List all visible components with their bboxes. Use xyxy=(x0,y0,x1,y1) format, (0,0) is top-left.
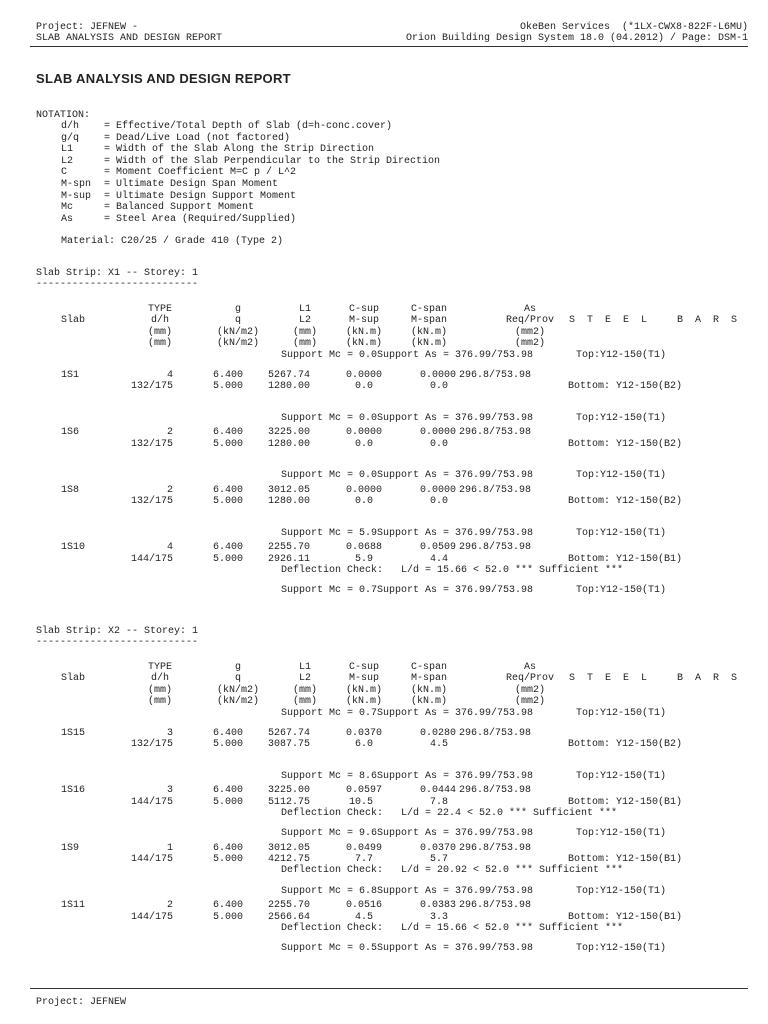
column-header-cspan: C-span xyxy=(410,662,448,673)
dead-load: 6.400 xyxy=(212,785,243,797)
report-name-line: SLAB ANALYSIS AND DESIGN REPORT xyxy=(36,33,223,44)
steel-area: 296.8/753.98 xyxy=(459,427,532,439)
span-l1: 5267.74 xyxy=(267,727,310,739)
span-l1: 3225.00 xyxy=(267,427,310,439)
column-header-l: (mm) xyxy=(292,684,318,696)
slab-type: 4 xyxy=(166,369,173,381)
slab-id: 1S16 xyxy=(61,785,86,797)
page-header-left xyxy=(36,22,222,44)
strip-title: Slab Strip: X1 -- Storey: 1 xyxy=(36,268,199,279)
top-bar-label: Top:Y12-150(T1) xyxy=(576,527,667,539)
live-load: 5.000 xyxy=(212,381,243,392)
notation-symbol: g/q xyxy=(61,132,80,144)
span-l1: 3225.00 xyxy=(267,785,310,797)
column-header-csup: M-sup xyxy=(348,315,380,327)
dead-load: 6.400 xyxy=(212,427,243,439)
m-span: 7.8 xyxy=(429,796,448,808)
strip-title-underline: --------------------------- xyxy=(36,279,199,290)
column-header-l: L1 xyxy=(298,304,312,315)
deflection-check: Deflection Check: L/d = 15.66 < 52.0 *** Sufficient *** xyxy=(281,922,624,934)
m-sup: 5.9 xyxy=(354,553,373,565)
span-l2: 3087.75 xyxy=(267,739,310,750)
slab-id: 1S9 xyxy=(61,842,80,854)
column-header-cspan: M-span xyxy=(410,315,448,327)
column-header-cspan: (kN.m) xyxy=(410,684,448,696)
m-sup: 4.5 xyxy=(354,911,373,923)
slab-id: 1S11 xyxy=(61,900,86,912)
strip-title: Slab Strip: X2 -- Storey: 1 xyxy=(36,626,199,637)
top-bar-label: Top:Y12-150(T1) xyxy=(576,770,667,782)
slab-id: 1S15 xyxy=(61,727,86,739)
notation-symbol: C xyxy=(61,167,68,179)
column-header-cspan: M-span xyxy=(410,673,448,685)
c-sup: 0.0370 xyxy=(345,727,382,739)
column-header-type: TYPE xyxy=(147,662,173,673)
notation-definition: = Dead/Live Load (not factored) xyxy=(104,132,291,144)
m-sup: 10.5 xyxy=(348,796,373,808)
page-header-right xyxy=(406,22,748,44)
column-header-type: (mm) xyxy=(147,696,173,708)
slab-depth: 144/175 xyxy=(130,911,173,923)
deflection-check: Deflection Check: L/d = 20.92 < 52.0 *** Sufficient *** xyxy=(281,865,624,877)
column-header-type: d/h xyxy=(150,315,170,327)
c-span: 0.0280 xyxy=(419,727,456,739)
live-load: 5.000 xyxy=(212,553,243,565)
column-header-as: (mm2) xyxy=(514,326,546,338)
slab-depth: 132/175 xyxy=(130,496,173,507)
m-sup: 0.0 xyxy=(354,496,373,507)
steel-area: 296.8/753.98 xyxy=(459,369,532,381)
column-header-type: (mm) xyxy=(147,326,173,338)
bottom-bar-label: Bottom: Y12-150(B2) xyxy=(568,438,683,450)
notation-definition: = Ultimate Design Support Moment xyxy=(104,190,297,202)
m-sup: 0.0 xyxy=(354,438,373,450)
software-page-line: Orion Building Design System 18.0 (04.2012) / Page: DSM-1 xyxy=(405,33,748,44)
steel-area: 296.8/753.98 xyxy=(459,484,532,496)
steel-area: 296.8/753.98 xyxy=(459,900,532,912)
m-sup: 7.7 xyxy=(354,854,373,865)
steel-area: 296.8/753.98 xyxy=(459,542,532,554)
support-line: Support Mc = 0.0Support As = 376.99/753.98 xyxy=(281,349,534,361)
column-header-as: As xyxy=(523,662,537,673)
top-bar-label: Top:Y12-150(T1) xyxy=(576,470,667,481)
column-header-l: (mm) xyxy=(292,696,318,708)
column-header-gq: g xyxy=(234,662,242,673)
column-header-csup: M-sup xyxy=(348,673,380,685)
steel-area: 296.8/753.98 xyxy=(459,842,532,854)
column-header-csup: (kN.m) xyxy=(345,326,383,338)
support-line: Support Mc = 8.6Support As = 376.99/753.98 xyxy=(281,770,534,782)
live-load: 5.000 xyxy=(212,796,243,808)
top-bar-label: Top:Y12-150(T1) xyxy=(576,885,667,897)
bottom-bar-label: Bottom: Y12-150(B2) xyxy=(568,496,683,507)
column-header-gq: (kN/m2) xyxy=(216,684,260,696)
support-line: Support Mc = 5.9Support As = 376.99/753.98 xyxy=(281,527,534,539)
column-header-cspan: (kN.m) xyxy=(410,326,448,338)
m-span: 3.3 xyxy=(429,911,448,923)
span-l1: 3012.05 xyxy=(267,842,310,854)
column-header-as: Req/Prov xyxy=(505,673,555,685)
notation-symbol: L1 xyxy=(61,144,74,156)
strip-title-underline: --------------------------- xyxy=(36,637,199,648)
slab-depth: 132/175 xyxy=(130,739,173,750)
footer-divider xyxy=(30,988,748,989)
dead-load: 6.400 xyxy=(212,900,243,912)
column-header-l: (mm) xyxy=(292,326,318,338)
top-bar-label: Top:Y12-150(T1) xyxy=(576,585,667,596)
notation-symbol: Mc xyxy=(61,202,74,214)
c-sup: 0.0688 xyxy=(345,542,382,554)
live-load: 5.000 xyxy=(212,496,243,507)
span-l2: 1280.00 xyxy=(267,438,310,450)
top-bar-label: Top:Y12-150(T1) xyxy=(576,943,667,954)
c-sup: 0.0000 xyxy=(345,484,382,496)
slab-id: 1S1 xyxy=(61,369,80,381)
m-span: 0.0 xyxy=(429,438,448,450)
column-header-l: (mm) xyxy=(292,338,318,350)
m-span: 5.7 xyxy=(429,854,448,865)
support-line: Support Mc = 0.0Support As = 376.99/753.98 xyxy=(281,412,534,424)
notation-definition: = Ultimate Design Span Moment xyxy=(104,179,279,190)
notation-definition: = Width of the Slab Perpendicular to the Strip Direction xyxy=(104,155,441,167)
notation-heading: NOTATION: xyxy=(36,110,91,121)
span-l1: 3012.05 xyxy=(267,484,310,496)
column-header-as: Req/Prov xyxy=(505,315,555,327)
dead-load: 6.400 xyxy=(212,727,243,739)
slab-id: 1S6 xyxy=(61,427,80,439)
slab-depth: 144/175 xyxy=(130,796,173,808)
column-header-as: As xyxy=(523,304,537,315)
slab-depth: 132/175 xyxy=(130,438,173,450)
notation-definition: = Effective/Total Depth of Slab (d=h-conc.cover) xyxy=(104,121,393,132)
span-l2: 5112.75 xyxy=(267,796,310,808)
column-header-steel-bars: S T E E L B A R S xyxy=(569,315,738,327)
c-sup: 0.0499 xyxy=(345,842,382,854)
top-bar-label: Top:Y12-150(T1) xyxy=(576,349,667,361)
support-line: Support Mc = 0.5Support As = 376.99/753.98 xyxy=(281,943,534,954)
support-line: Support Mc = 6.8Support As = 376.99/753.98 xyxy=(281,885,534,897)
notation-definition: = Moment Coefficient M=C p / L^2 xyxy=(104,167,297,179)
column-header-csup: C-sup xyxy=(348,304,380,315)
slab-id: 1S8 xyxy=(61,484,80,496)
support-line: Support Mc = 9.6Support As = 376.99/753.98 xyxy=(281,828,534,839)
report-title: SLAB ANALYSIS AND DESIGN REPORT xyxy=(36,71,291,86)
slab-type: 2 xyxy=(166,427,173,439)
live-load: 5.000 xyxy=(212,854,243,865)
page-footer: Project: JEFNEW xyxy=(36,997,127,1008)
column-header-gq: q xyxy=(234,673,242,685)
m-span: 4.4 xyxy=(429,553,448,565)
m-span: 0.0 xyxy=(429,381,448,392)
span-l2: 2926.11 xyxy=(267,553,310,565)
column-header-type: d/h xyxy=(150,673,170,685)
column-header-type: TYPE xyxy=(147,304,173,315)
c-sup: 0.0597 xyxy=(345,785,382,797)
deflection-check: Deflection Check: L/d = 15.66 < 52.0 *** Sufficient *** xyxy=(281,564,624,576)
c-span: 0.0370 xyxy=(419,842,456,854)
column-header-gq: q xyxy=(234,315,242,327)
column-header-gq: (kN/m2) xyxy=(216,696,260,708)
column-header-csup: (kN.m) xyxy=(345,338,383,350)
column-header-as: (mm2) xyxy=(514,696,546,708)
slab-depth: 144/175 xyxy=(130,553,173,565)
support-line: Support Mc = 0.7Support As = 376.99/753.98 xyxy=(281,707,534,719)
steel-area: 296.8/753.98 xyxy=(459,727,532,739)
span-l2: 4212.75 xyxy=(267,854,310,865)
c-sup: 0.0000 xyxy=(345,427,382,439)
notation-symbol: As xyxy=(61,213,74,225)
m-span: 4.5 xyxy=(429,739,448,750)
header-divider xyxy=(30,46,748,47)
dead-load: 6.400 xyxy=(212,542,243,554)
bottom-bar-label: Bottom: Y12-150(B2) xyxy=(568,381,683,392)
span-l2: 2566.64 xyxy=(267,911,310,923)
live-load: 5.000 xyxy=(212,438,243,450)
support-line: Support Mc = 0.7Support As = 376.99/753.98 xyxy=(281,585,534,596)
slab-type: 3 xyxy=(166,785,173,797)
notation-symbol: L2 xyxy=(61,155,74,167)
notation-symbol: d/h xyxy=(61,121,80,132)
m-sup: 6.0 xyxy=(354,739,373,750)
column-header-cspan: C-span xyxy=(410,304,448,315)
top-bar-label: Top:Y12-150(T1) xyxy=(576,828,667,839)
dead-load: 6.400 xyxy=(212,842,243,854)
column-header-csup: (kN.m) xyxy=(345,696,383,708)
c-span: 0.0000 xyxy=(419,427,456,439)
column-header-steel-bars: S T E E L B A R S xyxy=(569,673,738,685)
slab-depth: 132/175 xyxy=(130,381,173,392)
deflection-check: Deflection Check: L/d = 22.4 < 52.0 *** Sufficient *** xyxy=(281,807,618,819)
slab-type: 2 xyxy=(166,900,173,912)
m-sup: 0.0 xyxy=(354,381,373,392)
notation-symbol: M-sup xyxy=(61,190,92,202)
dead-load: 6.400 xyxy=(212,484,243,496)
column-header-csup: C-sup xyxy=(348,662,380,673)
slab-depth: 144/175 xyxy=(130,854,173,865)
bottom-bar-label: Bottom: Y12-150(B1) xyxy=(568,553,683,565)
project-line: Project: JEFNEW - xyxy=(36,22,139,33)
dead-load: 6.400 xyxy=(212,369,243,381)
span-l1: 5267.74 xyxy=(267,369,310,381)
company-line: OkeBen Services (*1LX-CWX8-822F-L6MU) xyxy=(519,22,748,33)
bottom-bar-label: Bottom: Y12-150(B1) xyxy=(568,911,683,923)
c-span: 0.0000 xyxy=(419,369,456,381)
notation-definition: = Steel Area (Required/Supplied) xyxy=(104,213,297,225)
slab-type: 3 xyxy=(166,727,173,739)
notation-definition: = Balanced Support Moment xyxy=(104,202,255,214)
column-header-gq: (kN/m2) xyxy=(216,326,260,338)
column-header-cspan: (kN.m) xyxy=(410,696,448,708)
notation-symbol: M-spn xyxy=(61,179,92,190)
c-span: 0.0509 xyxy=(419,542,456,554)
span-l2: 1280.00 xyxy=(267,496,310,507)
column-header-slab: Slab xyxy=(61,673,86,685)
column-header-l: L1 xyxy=(298,662,312,673)
notation-definition: = Width of the Slab Along the Strip Direction xyxy=(104,144,375,156)
c-span: 0.0383 xyxy=(419,900,456,912)
bottom-bar-label: Bottom: Y12-150(B2) xyxy=(568,739,683,750)
c-span: 0.0000 xyxy=(419,484,456,496)
live-load: 5.000 xyxy=(212,911,243,923)
c-sup: 0.0000 xyxy=(345,369,382,381)
column-header-l: L2 xyxy=(298,315,312,327)
steel-area: 296.8/753.98 xyxy=(459,785,532,797)
column-header-gq: (kN/m2) xyxy=(216,338,260,350)
column-header-gq: g xyxy=(234,304,242,315)
live-load: 5.000 xyxy=(212,739,243,750)
bottom-bar-label: Bottom: Y12-150(B1) xyxy=(568,796,683,808)
column-header-as: (mm2) xyxy=(514,338,546,350)
top-bar-label: Top:Y12-150(T1) xyxy=(576,412,667,424)
column-header-slab: Slab xyxy=(61,315,86,327)
span-l2: 1280.00 xyxy=(267,381,310,392)
slab-type: 2 xyxy=(166,484,173,496)
bottom-bar-label: Bottom: Y12-150(B1) xyxy=(568,854,683,865)
column-header-as: (mm2) xyxy=(514,684,546,696)
m-span: 0.0 xyxy=(429,496,448,507)
support-line: Support Mc = 0.0Support As = 376.99/753.98 xyxy=(281,470,534,481)
slab-type: 4 xyxy=(166,542,173,554)
c-sup: 0.0516 xyxy=(345,900,382,912)
span-l1: 2255.70 xyxy=(267,900,310,912)
span-l1: 2255.70 xyxy=(267,542,310,554)
slab-type: 1 xyxy=(166,842,173,854)
column-header-type: (mm) xyxy=(147,684,173,696)
top-bar-label: Top:Y12-150(T1) xyxy=(576,707,667,719)
column-header-type: (mm) xyxy=(147,338,173,350)
material-line: Material: C20/25 / Grade 410 (Type 2) xyxy=(61,236,284,247)
column-header-l: L2 xyxy=(298,673,312,685)
c-span: 0.0444 xyxy=(419,785,456,797)
column-header-csup: (kN.m) xyxy=(345,684,383,696)
slab-id: 1S10 xyxy=(61,542,86,554)
column-header-cspan: (kN.m) xyxy=(410,338,448,350)
